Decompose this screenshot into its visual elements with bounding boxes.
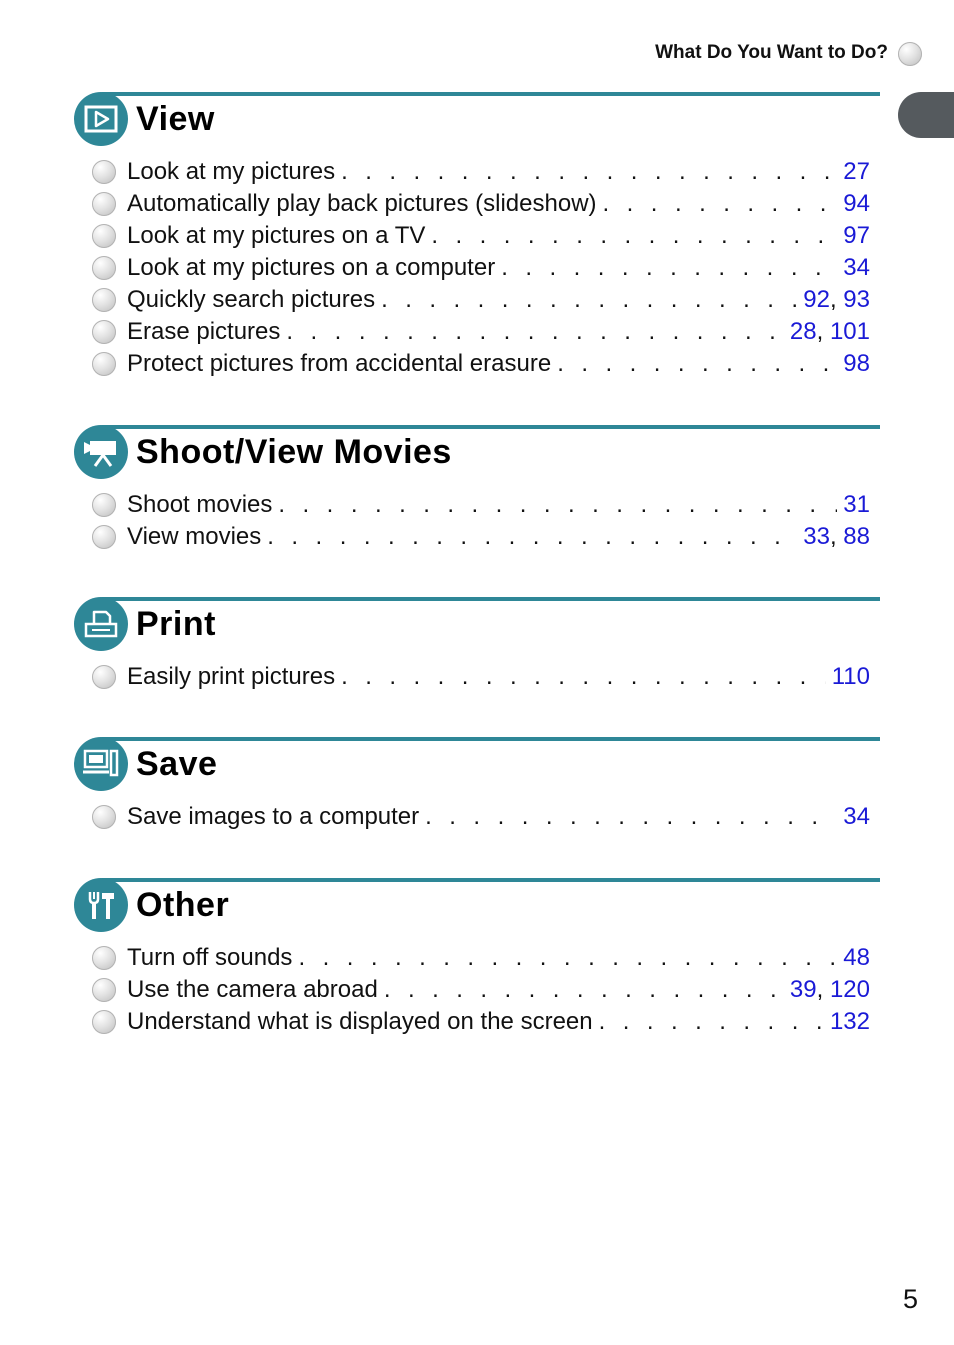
page-number: 5 [902,1284,918,1314]
list-item [92,521,870,553]
page-refs [830,1008,870,1036]
item-label: Erase pictures [127,318,281,345]
page-link[interactable]: 33 [803,523,830,550]
chapter-tab [898,92,954,138]
tools-icon [74,878,128,932]
section-print [74,597,880,690]
computer-icon [74,737,128,791]
bullet-icon [92,525,116,549]
dot-leader [384,976,784,1004]
dot-leader [341,663,826,691]
page-refs [843,350,870,378]
dot-leader [278,491,837,519]
page-refs [843,190,870,218]
page-link[interactable]: 110 [831,663,870,690]
page-separator: , [829,523,844,550]
section-header [74,92,880,148]
list-item [92,1006,870,1038]
bullet-icon [92,1010,116,1034]
dot-leader [298,944,837,972]
dot-leader [286,318,784,346]
section-rule [102,597,880,601]
item-label: Shoot movies [127,491,273,518]
dot-leader [501,254,837,282]
item-label: Protect pictures from accidental erasure [127,350,552,377]
section-save [74,737,880,830]
page-refs [843,491,870,519]
dot-leader [557,350,837,378]
item-list [92,661,870,693]
bullet-icon [92,160,116,184]
section-rule [102,92,880,96]
bullet-icon [92,288,116,312]
section-header [74,425,880,481]
bullet-icon [92,192,116,216]
list-item [92,489,870,521]
section-title: Print [136,605,216,643]
page-refs [803,286,870,314]
page-link[interactable]: 88 [843,523,870,550]
list-item [92,974,870,1006]
section-title: View [136,100,215,138]
page-refs [790,976,870,1004]
bullet-icon [92,256,116,280]
page-link[interactable]: 48 [843,944,870,971]
list-item [92,252,870,284]
printer-icon [74,597,128,651]
bullet-icon [92,805,116,829]
list-item [92,801,870,833]
section-header [74,597,880,653]
page-link[interactable]: 132 [829,1008,870,1035]
dot-leader [267,523,797,551]
list-item [92,316,870,348]
item-label: Understand what is displayed on the screen [127,1008,593,1035]
page-separator: , [816,318,830,345]
dot-leader [425,803,837,831]
dot-leader [341,158,837,186]
page-refs [843,944,870,972]
page-refs [843,803,870,831]
item-label: Quickly search pictures [127,286,376,313]
section-header [74,737,880,793]
list-item [92,348,870,380]
bullet-icon [92,352,116,376]
bullet-icon [92,946,116,970]
page-link[interactable]: 97 [843,222,870,249]
section-rule [102,737,880,741]
page-link[interactable]: 93 [843,286,870,313]
item-label: Easily print pictures [127,663,336,690]
page-link[interactable]: 92 [803,286,830,313]
page-link[interactable]: 94 [843,190,870,217]
page-link[interactable]: 120 [829,976,870,1003]
item-label: Turn off sounds [127,944,293,971]
item-label: Look at my pictures [127,158,336,185]
page-refs [843,222,870,250]
page-refs [843,254,870,282]
page-refs [803,523,870,551]
section-title: Shoot/View Movies [136,433,452,471]
list-item [92,284,870,316]
list-item [92,220,870,252]
item-label: View movies [127,523,262,550]
running-header: What Do You Want to Do? [655,42,888,63]
section-title: Other [136,886,230,924]
item-list [92,801,870,833]
section-header [74,878,880,934]
dot-leader [431,222,837,250]
item-label: Look at my pictures on a TV [127,222,426,249]
item-label: Save images to a computer [127,803,420,830]
page-link[interactable]: 31 [843,491,870,518]
page-link[interactable]: 27 [843,158,870,185]
list-item [92,942,870,974]
item-list [92,156,870,380]
item-label: Automatically play back pictures (slideshow) [127,190,597,217]
bullet-icon [92,320,116,344]
page-refs [790,318,870,346]
list-item [92,661,870,693]
item-label: Use the camera abroad [127,976,378,1003]
section-movies [74,425,880,550]
page-link[interactable]: 34 [843,803,870,830]
page-link[interactable]: 101 [829,318,870,345]
page-link[interactable]: 28 [789,318,817,345]
dot-leader [603,190,838,218]
section-other [74,878,880,1035]
item-list [92,489,870,553]
bullet-icon [92,978,116,1002]
dot-leader [599,1008,824,1036]
movie-camera-icon [74,425,128,479]
dot-leader [381,286,797,314]
item-label: Look at my pictures on a computer [127,254,496,281]
list-item [92,156,870,188]
item-list [92,942,870,1038]
bullet-icon [92,493,116,517]
list-item [92,188,870,220]
bullet-icon [92,665,116,689]
playback-icon [74,92,128,146]
page-refs [843,158,870,186]
section-view [74,92,880,377]
bullet-icon [92,224,116,248]
header-bullet-icon [898,42,922,66]
page-link[interactable]: 98 [843,350,870,377]
page-separator: , [816,976,830,1003]
page-separator: , [829,286,844,313]
page-link[interactable]: 39 [789,976,817,1003]
section-title: Save [136,745,218,783]
page-refs [832,663,870,691]
page-link[interactable]: 34 [843,254,870,281]
